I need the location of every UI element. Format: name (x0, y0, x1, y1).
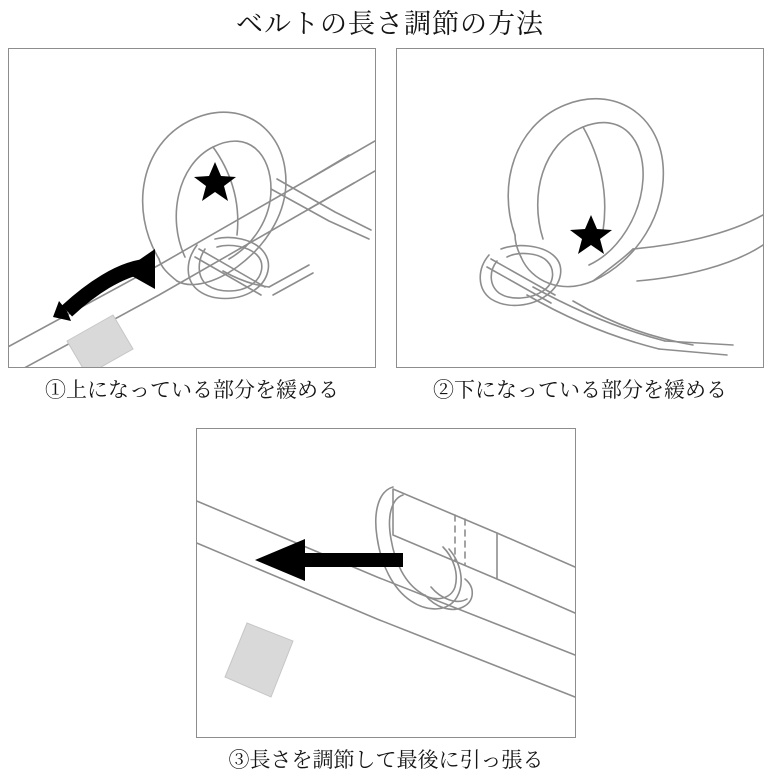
star-marker (570, 215, 612, 254)
direction-arrow (53, 249, 155, 321)
page-title: ベルトの長さ調節の方法 (236, 9, 544, 39)
direction-arrow (255, 539, 403, 581)
belt-end-tab (67, 315, 133, 367)
step-3-panel (196, 428, 576, 738)
step-1-illustration (9, 49, 375, 367)
belt-end-tab (225, 623, 293, 697)
step-2-panel (396, 48, 764, 368)
star-marker (194, 162, 236, 201)
step-1-caption: ①上になっている部分を緩める (45, 378, 339, 402)
step-2-illustration (397, 49, 763, 367)
step-1-panel (8, 48, 376, 368)
step-3-caption: ③長さを調節して最後に引っ張る (228, 748, 544, 772)
step-3-illustration (197, 429, 575, 737)
step-2-caption: ②下になっている部分を緩める (433, 378, 727, 402)
